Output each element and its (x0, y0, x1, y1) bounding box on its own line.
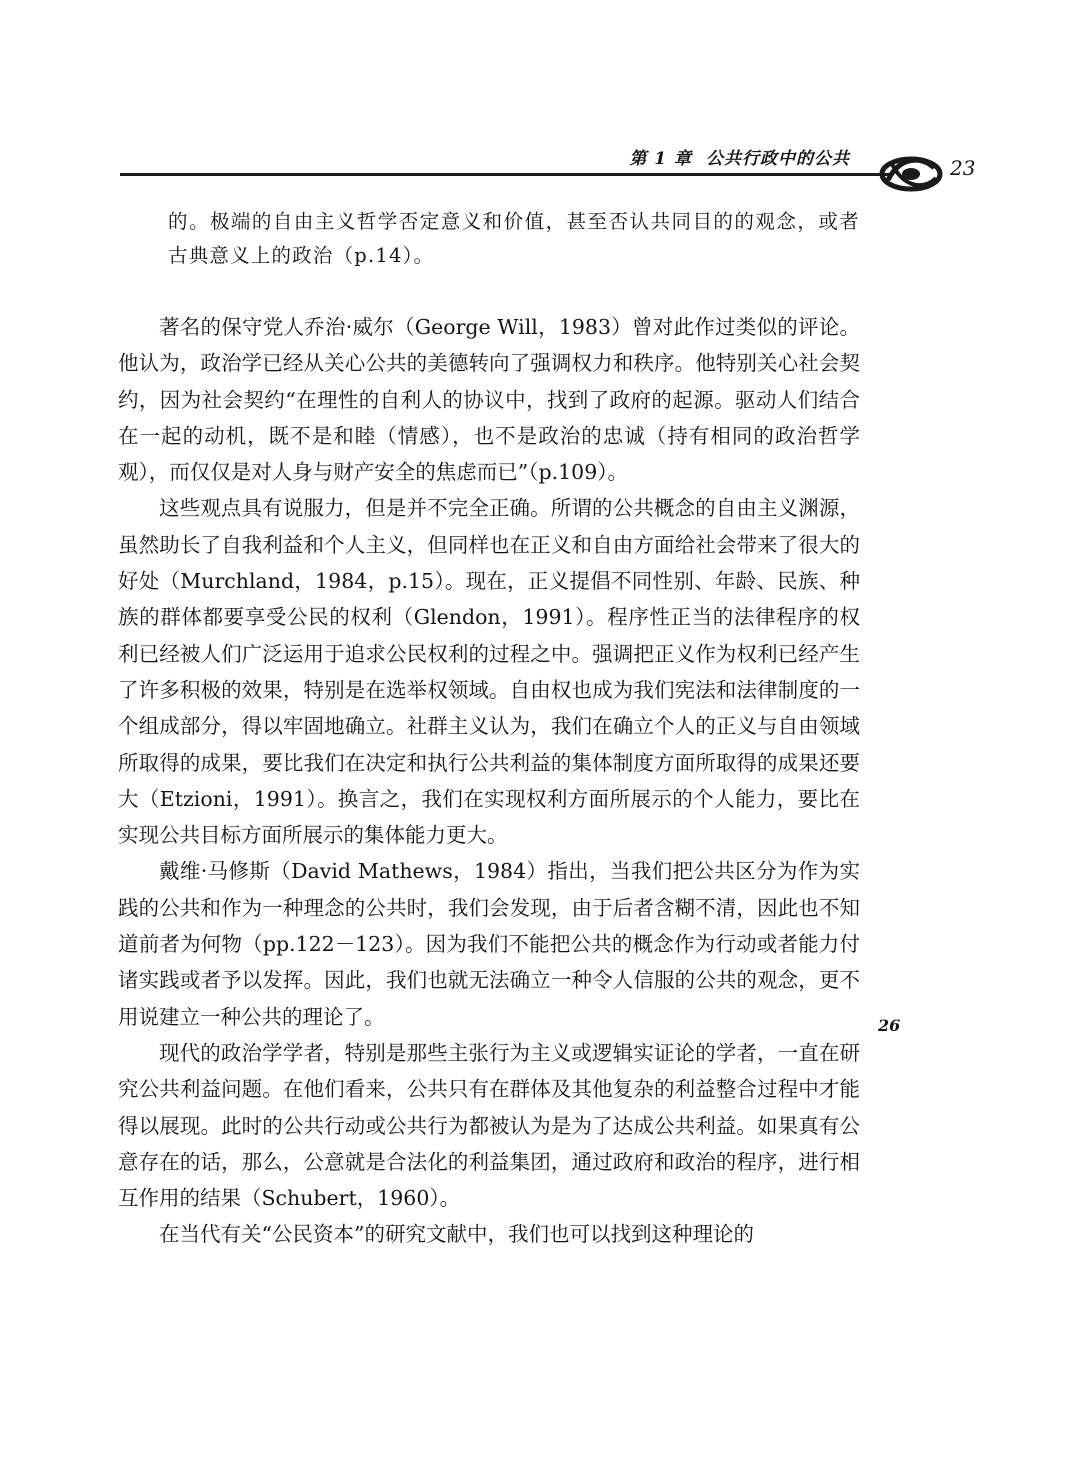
header-rule (120, 173, 892, 176)
paragraph: 这些观点具有说服力，但是并不完全正确。所谓的公共概念的自由主义渊源，虽然助长了自我利益和个人主义，但同样也在正义和自由方面给社会带来了很大的好处（Murchland，1984，p.15）。现在，正义提倡不同性别、年龄、民族、种族的群体都要享受公民的权利（Glendon，1991）。程序性正当的法律程序的权利已经被人们广泛运用于追求公民权利的过程之中。强调把正义作为权利已经产生了许多积极的效果，特别是在选举权领域。自由权也成为我们宪法和法律制度的一个组成部分，得以牢固地确立。社群主义认为，我们在确立个人的正义与自由领域所取得的成果，要比我们在决定和执行公共利益的集体制度方面所取得的成果还要大（Etzioni，1991）。换言之，我们在实现权利方面所展示的个人能力，要比在实现公共目标方面所展示的集体能力更大。 (118, 496, 860, 848)
page-content (118, 205, 860, 1253)
body-text (118, 309, 860, 1253)
page-number: 23 (950, 156, 976, 180)
chapter-emblem-icon (878, 150, 944, 196)
chapter-number: 第 1 章 (629, 149, 692, 169)
paragraph: 在当代有关“公民资本”的研究文献中，我们也可以找到这种理论的 (159, 1222, 754, 1247)
chapter-title: 公共行政中的公共 (706, 149, 850, 169)
paragraph: 戴维·马修斯（David Mathews，1984）指出，当我们把公共区分为作为实践的公共和作为一种理念的公共时，我们会发现，由于后者含糊不清，因此也不知道前者为何物（pp.122－123）。因为我们不能把公共的概念作为行动或者能力付诸实践或者予以发挥。因此，我们也就无法确立一种令人信服的公共的观念，更不用说建立一种公共的理论了。 (118, 859, 860, 1029)
block-quote: 的。极端的自由主义哲学否定意义和价值，甚至否认共同目的的观念，或者古典意义上的政治（p.14）。 (168, 210, 860, 267)
paragraph: 著名的保守党人乔治·威尔（George Will，1983）曾对此作过类似的评论。他认为，政治学已经从关心公共的美德转向了强调权力和秩序。他特别关心社会契约，因为社会契约“在理性的自利人的协议中，找到了政府的起源。驱动人们结合在一起的动机，既不是和睦（情感），也不是政治的忠诚（持有相同的政治哲学观），而仅仅是对人身与财产安全的焦虑而已”（p.109）。 (118, 315, 860, 485)
paragraph: 现代的政治学学者，特别是那些主张行为主义或逻辑实证论的学者，一直在研究公共利益问题。在他们看来，公共只有在群体及其他复杂的利益整合过程中才能得以展现。此时的公共行动或公共行为都被认为是为了达成公共利益。如果真有公意存在的话，那么，公意就是合法化的利益集团，通过政府和政治的程序，进行相互作用的结果（Schubert，1960）。 (118, 1040, 860, 1211)
running-header (120, 140, 976, 200)
chapter-heading (629, 144, 850, 169)
original-page-marker: 26 (878, 1016, 901, 1035)
